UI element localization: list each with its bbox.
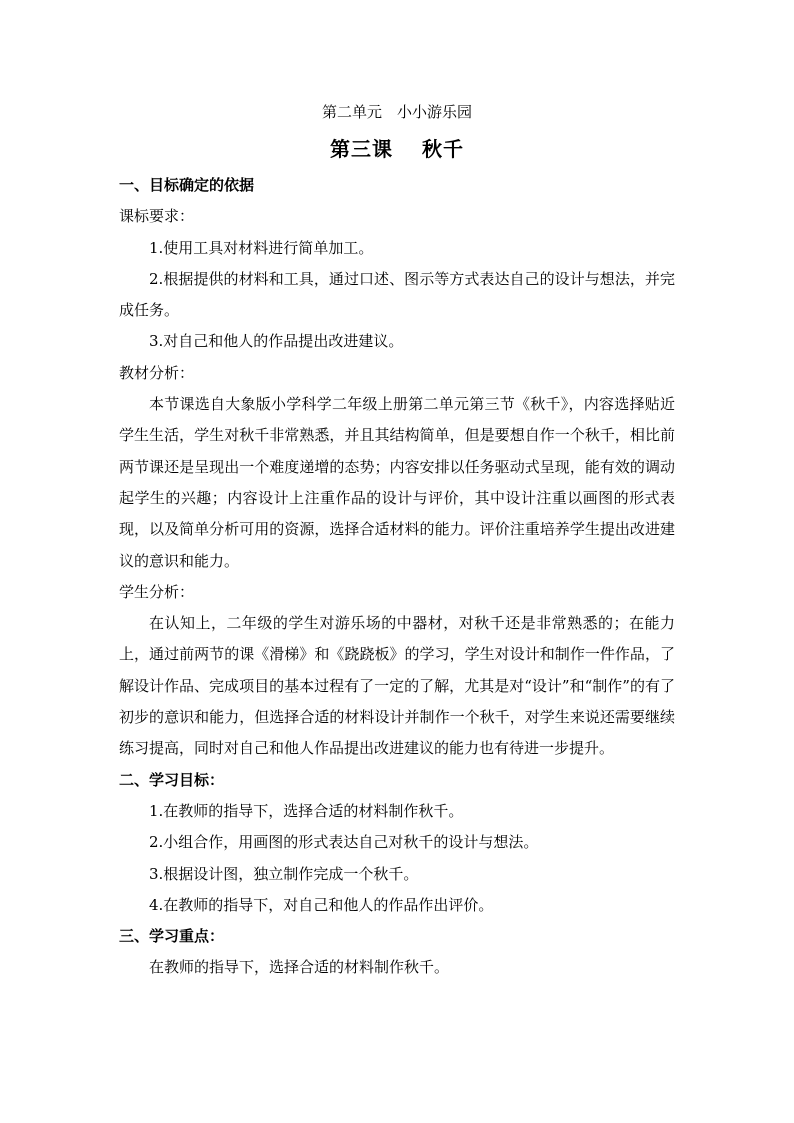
textbook-analysis: 本节课选自大象版小学科学二年级上册第二单元第三节《秋千》，内容选择贴近学生生活，学生对秋千非常熟悉，并且其结构简单，但是要想自作一个秋千，相比前两节课还是呈现出一个难度递增的态势；内容安排以任务驱动式呈现，能有效的调动起学生的兴趣；内容设计上注重作品的设计与评价，其中设计注重以画图的形式表现，以及简单分析可用的资源，选择合适材料的能力。评价注重培养学生提出改进建议的意识和能力。 (119, 395, 675, 570)
objective-item-4: 4.在教师的指导下，对自己和他人的作品作出评价。 (149, 895, 494, 914)
curriculum-item-1: 1.使用工具对材料进行简单加工。 (149, 238, 374, 257)
textbook-label: 教材分析： (119, 363, 195, 382)
student-label: 学生分析： (119, 582, 195, 601)
objective-item-3: 3.根据设计图，独立制作完成一个秋千。 (149, 864, 419, 883)
unit-title: 第二单元 小小游乐园 (321, 103, 472, 121)
section-2-heading: 二、学习目标： (119, 770, 225, 789)
key-point-text: 在教师的指导下，选择合适的材料制作秋千。 (149, 958, 450, 977)
section-3-heading: 三、学习重点： (119, 927, 225, 946)
curriculum-label: 课标要求： (119, 207, 195, 226)
curriculum-item-2: 2.根据提供的材料和工具，通过口述、图示等方式表达自己的设计与想法，并完成任务。 (119, 269, 675, 320)
curriculum-item-3: 3.对自己和他人的作品提出改进建议。 (149, 332, 404, 351)
student-analysis: 在认知上，二年级的学生对游乐场的中器材，对秋千还是非常熟悉的；在能力上，通过前两节的课《滑梯》和《跷跷板》的学习，学生对设计和制作一件作品，了解设计作品、完成项目的基本过程有了一定的了解，尤其是对“设计”和“制作”的有了初步的意识和能力，但选择合适的材料设计并制作一个秋千，对学生来说还需要继续练习提高，同时对自己和他人作品提出改进建议的能力也有待进一步提升。 (119, 614, 675, 758)
objective-item-1: 1.在教师的指导下，选择合适的材料制作秋千。 (149, 801, 464, 820)
lesson-title: 第三课 秋千 (330, 137, 464, 161)
section-1-heading: 一、目标确定的依据 (119, 176, 255, 194)
objective-item-2: 2.小组合作，用画图的形式表达自己对秋千的设计与想法。 (149, 833, 539, 852)
document-body (119, 170, 675, 984)
